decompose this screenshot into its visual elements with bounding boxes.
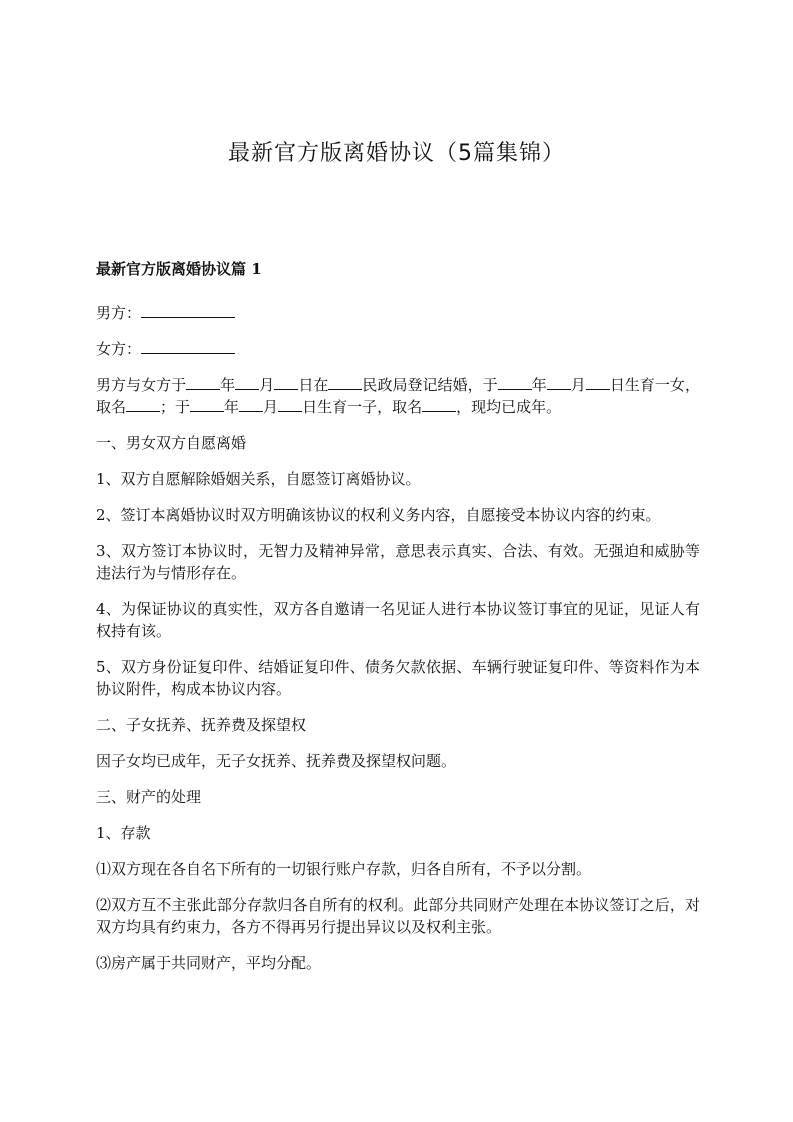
text-segment: 男方与女方于 — [96, 376, 187, 394]
clause-1-5: 5、双方身份证复印件、结婚证复印件、债务欠款依据、车辆行驶证复印件、等资料作为本协议附件，构成本协议内容。 — [96, 658, 700, 698]
blank-field — [235, 374, 259, 390]
text-segment: 年 — [224, 398, 240, 416]
clause-3-1-3: ⑶房产属于共同财产，平均分配。 — [96, 954, 322, 972]
clause-1-2: 2、签订本离婚协议时双方明确该协议的权利义务内容，自愿接受本协议内容的约束。 — [96, 506, 661, 524]
clause-3-1-heading: 1、存款 — [96, 824, 151, 842]
blank-field — [186, 374, 220, 390]
female-label: 女方： — [96, 340, 142, 358]
blank-field — [422, 396, 456, 412]
clause-heading-1: 一、男女双方自愿离婚 — [96, 434, 247, 452]
text-segment: 年 — [531, 376, 547, 394]
male-party-line — [96, 302, 700, 324]
text-segment: 年 — [220, 376, 236, 394]
blank-field — [278, 396, 302, 412]
section-heading: 最新官方版离婚协议篇 1 — [96, 260, 262, 278]
blank-field — [239, 396, 263, 412]
blank-field — [190, 396, 224, 412]
blank-field — [328, 374, 362, 390]
male-name-blank — [141, 302, 235, 318]
blank-field — [586, 374, 610, 390]
text-segment: 月 — [570, 376, 586, 394]
blank-field — [498, 374, 532, 390]
text-segment: 日生育一女，取名 — [96, 376, 700, 416]
text-segment: ，现均已成年。 — [456, 398, 562, 416]
clause-1-1: 1、双方自愿解除婚姻关系，自愿签订离婚协议。 — [96, 470, 421, 488]
clause-3-1-1: ⑴双方现在各自名下所有的一切银行账户存款，归各自所有，不予以分割。 — [96, 860, 592, 878]
clause-1-3: 3、双方签订本协议时，无智力及精神异常，意思表示真实、合法、有效。无强迫和威胁等违法行为与情形存在。 — [96, 542, 700, 582]
text-segment: ；于 — [160, 398, 191, 416]
text-segment: 日在 — [298, 376, 329, 394]
female-name-blank — [141, 338, 235, 354]
text-segment: 民政局登记结婚，于 — [362, 376, 498, 394]
document-title: 最新官方版离婚协议（5篇集锦） — [228, 141, 565, 166]
blank-field — [547, 374, 571, 390]
blank-field — [274, 374, 298, 390]
marriage-info-paragraph — [96, 374, 700, 418]
clause-heading-3: 三、财产的处理 — [96, 788, 202, 806]
male-label: 男方： — [96, 304, 142, 322]
blank-field — [126, 396, 160, 412]
text-segment: 日生育一子，取名 — [302, 398, 423, 416]
female-party-line — [96, 338, 700, 360]
clause-1-4: 4、为保证协议的真实性，双方各自邀请一名见证人进行本协议签订事宜的见证，见证人有权持有该。 — [96, 600, 700, 640]
text-segment: 月 — [259, 376, 275, 394]
clause-heading-2: 二、子女抚养、抚养费及探望权 — [96, 716, 307, 734]
clause-3-1-2: ⑵双方互不主张此部分存款归各自所有的权利。此部分共同财产处理在本协议签订之后，对双方均具有约束力，各方不得再另行提出异议以及权利主张。 — [96, 896, 700, 936]
clause-2-text: 因子女均已成年，无子女抚养、抚养费及探望权问题。 — [96, 752, 457, 770]
document-body — [96, 258, 700, 988]
text-segment: 月 — [263, 398, 279, 416]
